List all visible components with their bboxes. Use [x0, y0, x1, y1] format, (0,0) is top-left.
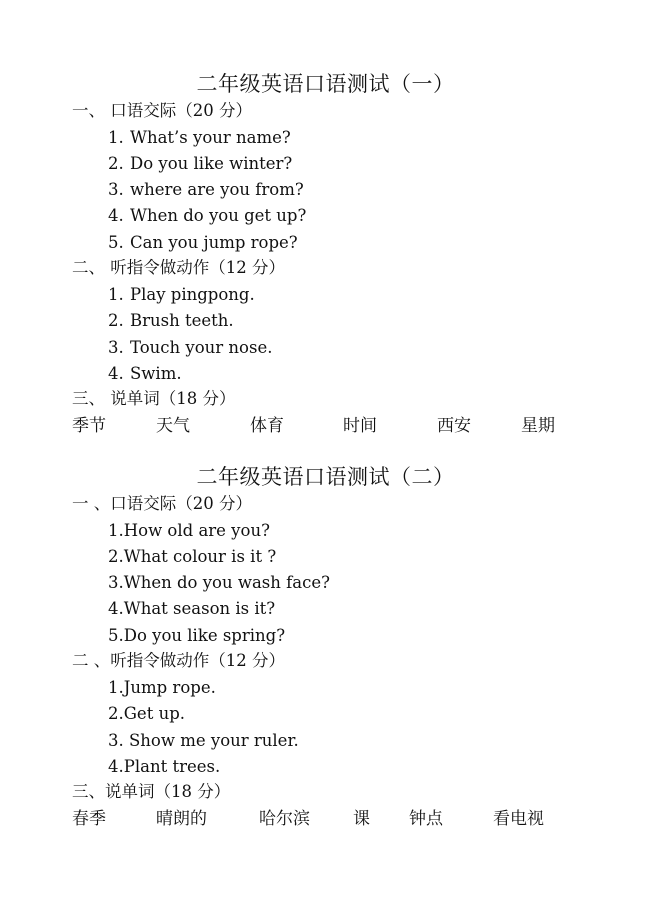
test-2-question-3: 3.When do you wash face? [108, 573, 330, 592]
test-2-word-4: 课 [353, 809, 370, 829]
item-text: What’s your name? [130, 128, 291, 147]
test-2-section-3-heading: 三、说单词（18 分） [72, 782, 231, 801]
item-number: 4. [108, 206, 124, 225]
test-2-section-1-heading: 一 、口语交际（20 分） [72, 494, 252, 513]
item-text: Swim. [130, 364, 182, 383]
item-number: 2. [108, 154, 124, 173]
test-1-section-1-heading: 一、 口语交际（20 分） [72, 101, 252, 120]
item-text: Play pingpong. [130, 285, 255, 304]
test-2-question-2: 2.What colour is it ? [108, 547, 277, 566]
item-number: 5. [108, 233, 124, 252]
test-2-question-1: 1.How old are you? [108, 521, 270, 540]
item-number: 3. [108, 180, 124, 199]
item-number: 1. [108, 285, 124, 304]
test-2-word-2: 晴朗的 [156, 809, 207, 829]
test-1-command-3 [108, 337, 272, 359]
test-2-question-5: 5.Do you like spring? [108, 626, 286, 645]
test-1-word-2: 天气 [156, 416, 190, 436]
test-2-word-6: 看电视 [493, 809, 544, 829]
test-1-command-4 [108, 363, 182, 385]
test-2-question-4: 4.What season is it? [108, 599, 276, 618]
test-2-command-4: 4.Plant trees. [108, 757, 221, 776]
test-2-command-1: 1.Jump rope. [108, 678, 216, 697]
test-1-command-2 [108, 310, 234, 332]
test-1-question-5 [108, 232, 298, 254]
item-text: where are you from? [130, 180, 304, 199]
test-1-word-1: 季节 [72, 416, 106, 436]
test-1-title: 二年级英语口语测试（一） [196, 72, 455, 96]
test-1-word-5: 西安 [437, 416, 471, 436]
test-2-command-3: 3. Show me your ruler. [108, 731, 299, 750]
test-1-command-1 [108, 284, 255, 306]
item-number: 4. [108, 364, 124, 383]
test-2-word-5: 钟点 [409, 809, 443, 829]
test-1-section-3-heading: 三、 说单词（18 分） [72, 389, 236, 408]
item-number: 2. [108, 311, 124, 330]
item-text: Touch your nose. [130, 338, 273, 357]
test-1-word-4: 时间 [343, 416, 377, 436]
test-2-title: 二年级英语口语测试（二） [196, 465, 455, 489]
item-number: 1. [108, 128, 124, 147]
test-1-question-1 [108, 127, 291, 149]
test-2-word-1: 春季 [72, 809, 106, 829]
test-2-section-2-heading: 二 、听指令做动作（12 分） [72, 651, 285, 670]
item-text: When do you get up? [130, 206, 307, 225]
item-text: Brush teeth. [130, 311, 234, 330]
test-1-word-3: 体育 [250, 416, 284, 436]
test-1-question-4 [108, 205, 306, 227]
test-1-section-2-heading: 二、 听指令做动作（12 分） [72, 258, 285, 277]
item-text: Do you like winter? [130, 154, 293, 173]
test-1-question-2 [108, 153, 292, 175]
item-text: Can you jump rope? [130, 233, 298, 252]
test-2-command-2: 2.Get up. [108, 704, 185, 723]
test-1-word-6: 星期 [521, 416, 555, 436]
test-2-word-3: 哈尔滨 [259, 809, 310, 829]
item-number: 3. [108, 338, 124, 357]
test-1-question-3 [108, 179, 304, 201]
